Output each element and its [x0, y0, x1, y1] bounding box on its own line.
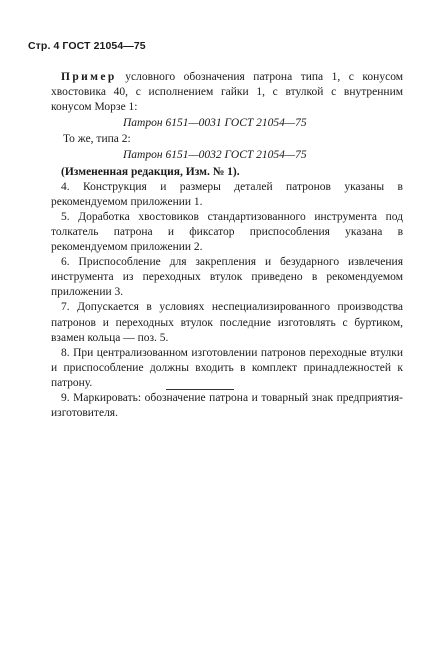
item-9: 9. Маркировать: обозначение патрона и товарный знак предприятия-изготовителя.: [51, 391, 403, 420]
formula-type-1: Патрон 6151—0031 ГОСТ 21054—75: [123, 117, 307, 130]
end-divider: [166, 389, 234, 390]
example-lead: Пример: [61, 71, 117, 83]
example-text: условного обозначения патрона типа 1, с конусом хвостовика 40, с исполнением гайки 1, с втулкой с внутренним конусом Морзе 1:: [51, 71, 404, 114]
formula-type-2: Патрон 6151—0032 ГОСТ 21054—75: [123, 149, 307, 162]
item-5: 5. Доработка хвостовиков стандартизованного инструмента под толкатель патрона и фиксатор приспособления указана в рекомендуемом приложении 2.: [51, 210, 403, 254]
document-body: [51, 70, 403, 421]
item-4: 4. Конструкция и размеры деталей патронов указаны в рекомендуемом приложении 1.: [51, 180, 403, 208]
item-7: 7. Допускается в условиях неспециализированного производства патронов и переходных втулок последние изготовлять с буртиком, взамен кольца — поз. 5.: [51, 301, 403, 344]
item-8: 8. При централизованном изготовлении патронов переходные втулки и приспособление должны входить в комплект принадлежностей к патрону.: [51, 346, 403, 389]
revision-note: (Измененная редакция, Изм. № 1).: [61, 165, 240, 178]
page-header: Стр. 4 ГОСТ 21054—75: [28, 40, 146, 52]
example-paragraph: [51, 70, 403, 115]
item-6: 6. Приспособление для закрепления и безударного извлечения инструмента из переходных втулок приведено в рекомендуемом приложении 3.: [51, 256, 403, 299]
same-as-label: То же, типа 2:: [63, 133, 131, 146]
